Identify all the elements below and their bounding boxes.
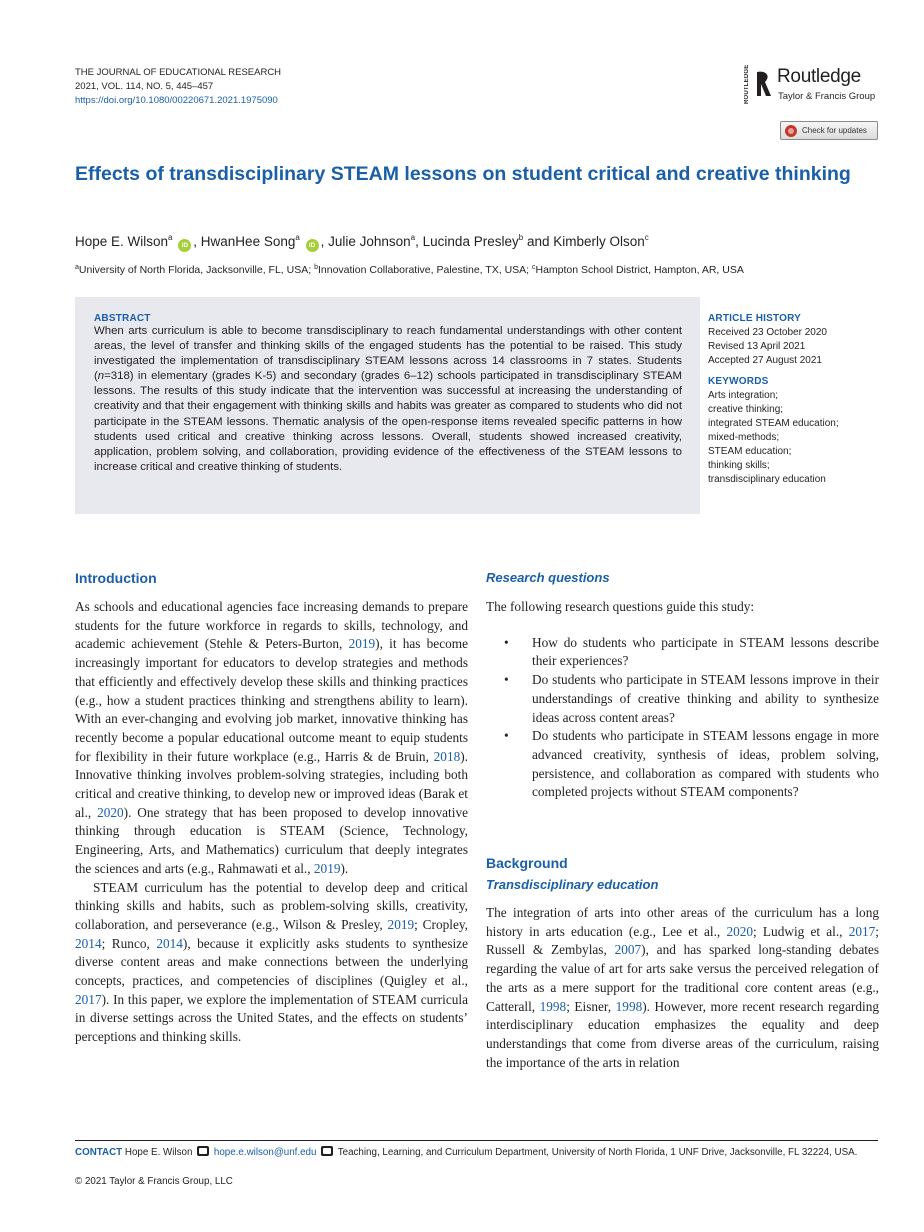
abstract-text: When arts curriculum is able to become transdisciplinary to reach fundamental understandings with other content areas, the level of transfer and thinking skills of the engaged students has the potential to be raised. This study investigated the implementation of transdisciplinary STEAM lessons across 14 classrooms in 7 states. Students (n=318) in elementary (grades K-5) and secondary (grades 6–12) schools participated in transdisciplinary STEAM lessons. The results of this study indicate that the intervention was successful at increasing the understanding of creativity and that their engagement with thinking skills and habits was greater as compared to students who did not participate in the STEAM lessons. Thematic analysis of the open-response items revealed specific patterns in how students used critical and creative thinking across lessons. Overall, students showed increased creativity, application, problem solving, and collaboration, providing evidence of the effectiveness of the STEAM lessons to increase critical and creative thinking of students. [94, 325, 682, 473]
keyword: thinking skills; [708, 460, 770, 471]
citation-link[interactable]: 2007 [614, 942, 642, 958]
publisher-vertical-text: ROUTLEDGE [744, 64, 750, 104]
author-affil-sup: a [410, 233, 416, 242]
affiliations: $^a$University of North Florida, Jacksonville, FL, USA; $^b$Innovation Collaborative, Palestine, TX, USA; $^c$Hampton School District, Hampton, AR, USA [75, 264, 744, 276]
article-title: Effects of transdisciplinary STEAM lessons on student critical and creative thinking [75, 163, 851, 185]
author-name: Kimberly Olson [553, 234, 645, 249]
background-paragraph-1: The integration of arts into other areas of the curriculum has a long history in arts education (e.g., Lee et al., 2020; Ludwig et al., 2017; Russell & Zembylas, 2007), and has sparked long-standing debates regarding the value of art for arts sake versus the perceived relegation of the arts as a mere support for the traditional core content areas (e.g., Catterall, 1998; Eisner, 1998). However, more recent research regarding interdisciplinary education emphasizes the equality and deep understandings that come from diverse areas of the curriculum, raising the importance of the arts in relation [486, 905, 879, 1070]
publisher-name: Routledge [777, 66, 861, 87]
article-history-heading: ARTICLE HISTORY [708, 313, 802, 324]
author-name: Julie Johnson [328, 234, 411, 249]
contact-label: CONTACT [75, 1147, 123, 1158]
check-updates-label: Check for updates [802, 126, 867, 135]
email-link[interactable]: hope.e.wilson@unf.edu [213, 1147, 317, 1158]
email-icon [197, 1146, 209, 1156]
transdisciplinary-heading: Transdisciplinary education [486, 877, 659, 893]
contact-address: Teaching, Learning, and Curriculum Department, University of North Florida, 1 UNF Drive, Jacksonville, FL 32224, USA. [337, 1147, 858, 1158]
author-name: Lucinda Presley [422, 234, 519, 249]
affiliation: Innovation Collaborative, Palestine, TX, USA; [317, 264, 530, 276]
contact-name: Hope E. Wilson [124, 1147, 193, 1158]
author-name: Hope E. Wilson [75, 234, 169, 249]
right-column [486, 569, 879, 1072]
check-updates-button[interactable] [780, 121, 878, 140]
citation-link[interactable]: 2020 [97, 804, 124, 820]
keyword: Arts integration; [708, 390, 779, 401]
intro-paragraph-2: STEAM curriculum has the potential to develop deep and critical thinking skills and habits, such as problem-solving skills, creativity, collaboration, and perseverance (e.g., Wilson & Presley, 2019; Cropley, 2014; Runco, 2014), because it explicitly asks students to synthesize diverse content areas and make connections between the underlying concepts, practices, and competencies of disciplines (Quigley et al., 2017). In this paper, we explore the implementation of STEAM curricula in diverse settings across the United States, and the effects on students’ perceptions and thinking skills. [75, 879, 468, 1045]
citation-link[interactable]: 1998 [615, 998, 643, 1014]
keyword: transdisciplinary education [708, 474, 826, 485]
received-date: Received 23 October 2020 [708, 327, 827, 338]
contact-info [75, 1146, 878, 1159]
citation-link[interactable]: 2020 [726, 923, 754, 939]
citation-link[interactable]: 2018 [433, 748, 461, 764]
author-affil-sup: b [518, 233, 524, 242]
accepted-date: Accepted 27 August 2021 [708, 355, 822, 366]
author-affil-sup: c [644, 233, 649, 242]
keyword: mixed-methods; [708, 432, 780, 443]
keywords-heading: KEYWORDS [708, 376, 769, 387]
revised-date: Revised 13 April 2021 [708, 341, 806, 352]
address-icon [321, 1146, 333, 1156]
citation-link[interactable]: 2019 [387, 916, 415, 932]
citation-link[interactable]: 2017 [75, 991, 102, 1007]
author-name: HwanHee Song [200, 234, 296, 249]
citation-link[interactable]: 2019 [313, 860, 341, 876]
orcid-icon[interactable]: iD [306, 239, 319, 252]
citation-link[interactable]: 2019 [348, 636, 376, 652]
keyword: STEAM education; [708, 446, 792, 457]
publisher-sub: Taylor & Francis Group [778, 91, 876, 102]
journal-meta [75, 66, 281, 108]
list-item: • Do students who participate in STEAM lessons improve in their understandings of creative thinking and ability to synthesize ideas across content areas? [486, 671, 879, 727]
research-questions-intro: The following research questions guide this study: [486, 599, 755, 614]
list-item: • How do students who participate in STEAM lessons describe their experiences? [486, 634, 879, 671]
research-questions-heading: Research questions [486, 570, 610, 585]
left-column [75, 569, 468, 1047]
affiliation: University of North Florida, Jacksonville, FL, USA; [78, 264, 312, 276]
crossmark-icon [785, 125, 797, 137]
footer-divider [75, 1140, 878, 1141]
routledge-logo-icon [754, 68, 774, 100]
author-affil-sup: a [168, 233, 173, 242]
research-questions-list [486, 634, 879, 802]
abstract-box [75, 297, 700, 514]
article-info [708, 312, 878, 487]
journal-volume: 2021, VOL. 114, NO. 5, 445–457 [75, 81, 214, 92]
citation-link[interactable]: 2014 [156, 935, 183, 951]
publisher-logo [744, 66, 884, 106]
intro-paragraph-1: As schools and educational agencies face increasing demands to prepare students for the future workforce in regards to skills, technology, and academic achievement (Stehle & Peters-Burton, 2019), it has become increasingly important for educators to develop strategies and methods that efficiently and effectively develop these skills and thinking practices (e.g., how a student practices thinking and strengthens ability to learn). With an ever-changing and evolving job market, innovative thinking has recently become a popular educational outcome meant to equip students for flexibility in their future workplace (e.g., Harris & de Bruin, 2018). Innovative thinking involves problem-solving strategies, including both critical and creative thinking, to develop new or improved ideas (Barak et al., 2020). One strategy that has been proposed to develop innovative thinking through education is STEAM (Science, Technology, Engineering, Arts, and Mathematics) curriculum that deeply integrates the sciences and arts (e.g., Rahmawati et al., 2019). [75, 599, 468, 876]
list-item: • Do students who participate in STEAM lessons engage in more advanced creativity, synthesis of ideas, problem solving, persistence, and collaboration as compared with students who completed projects without STEAM components? [486, 727, 879, 802]
author-list: Hope E. Wilson$^a$ iD , HwanHee Song$^a$ iD , Julie Johnson$^a$, Lucinda Presley$^b$ and Kimberly Olson$^c$ [75, 233, 875, 252]
keyword: integrated STEAM education; [708, 418, 839, 429]
keyword: creative thinking; [708, 404, 784, 415]
abstract-heading: ABSTRACT [94, 313, 151, 324]
citation-link[interactable]: 2017 [848, 923, 876, 939]
author-affil-sup: a [295, 233, 300, 242]
journal-name: THE JOURNAL OF EDUCATIONAL RESEARCH [75, 67, 282, 78]
background-heading: Background [486, 855, 568, 872]
copyright: © 2021 Taylor & Francis Group, LLC [75, 1176, 233, 1187]
affiliation: Hampton School District, Hampton, AR, USA [535, 264, 744, 276]
introduction-heading: Introduction [75, 570, 157, 586]
doi-link[interactable]: https://doi.org/10.1080/00220671.2021.1975090 [75, 95, 278, 106]
orcid-icon[interactable]: iD [178, 239, 191, 252]
citation-link[interactable]: 1998 [539, 998, 567, 1014]
citation-link[interactable]: 2014 [75, 935, 102, 951]
